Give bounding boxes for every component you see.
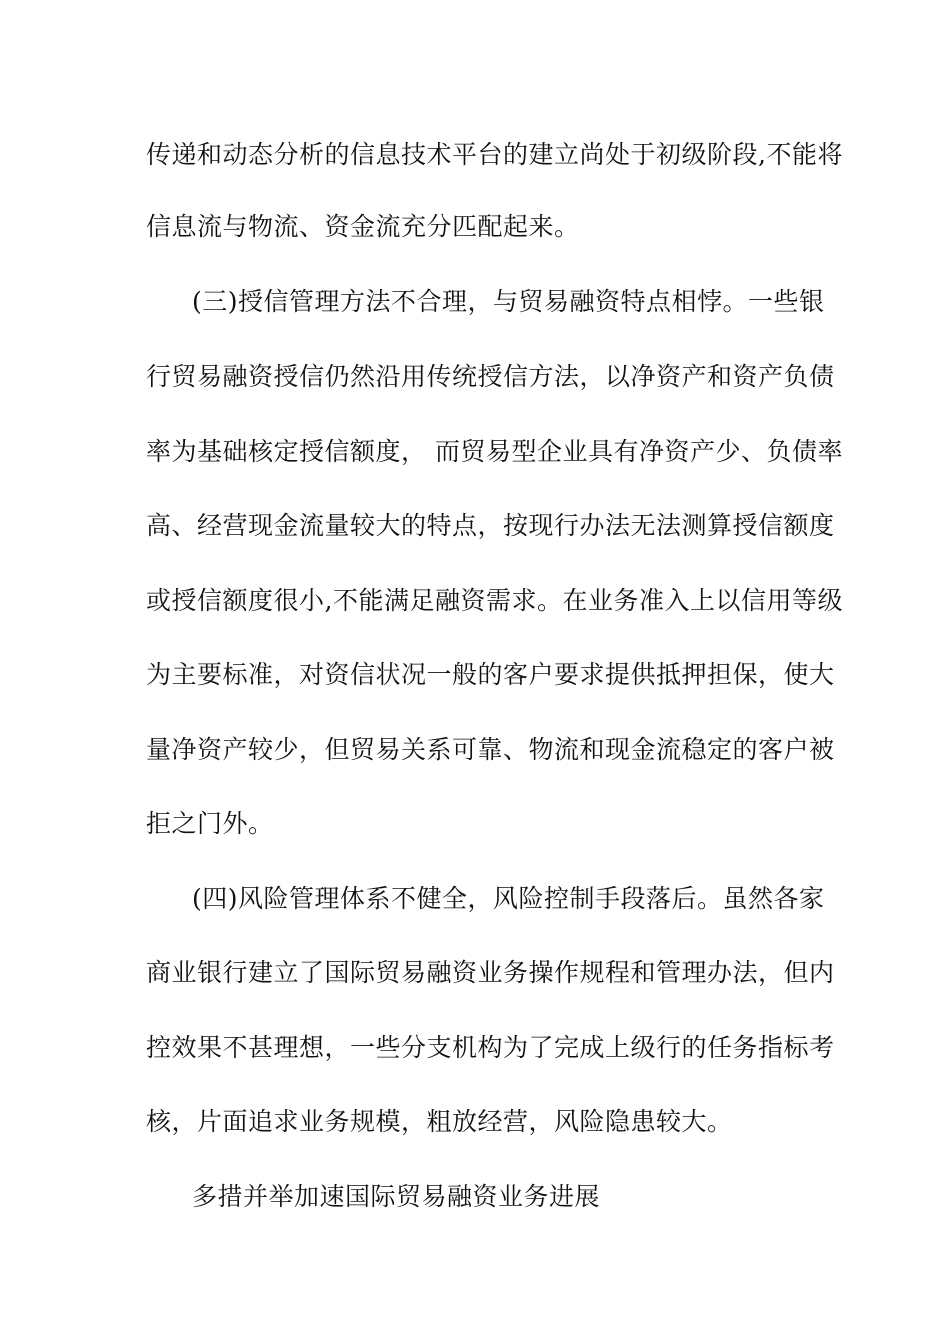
paragraph-line: 或授信额度很小,不能满足融资需求。在业务准入上以信用等级 <box>146 586 843 615</box>
paragraph-line: 量净资产较少，但贸易关系可靠、物流和现金流稳定的客户被 <box>146 735 835 764</box>
paragraph-line: 商业银行建立了国际贸易融资业务操作规程和管理办法，但内 <box>146 958 835 987</box>
paragraph-line: (三)授信管理方法不合理，与贸易融资特点相悖。一些银 <box>192 287 825 316</box>
paragraph-line: 率为基础核定授信额度， 而贸易型企业具有净资产少、负债率 <box>146 437 843 466</box>
paragraph-line: 行贸易融资授信仍然沿用传统授信方法，以净资产和资产负债 <box>146 362 835 391</box>
paragraph-line: 传递和动态分析的信息技术平台的建立尚处于初级阶段,不能将 <box>146 140 843 169</box>
paragraph-line: 核，片面追求业务规模，粗放经营，风险隐患较大。 <box>146 1107 733 1136</box>
paragraph-line: (四)风险管理体系不健全，风险控制手段落后。虽然各家 <box>192 884 825 913</box>
paragraph-line: 控效果不甚理想，一些分支机构为了完成上级行的任务指标考 <box>146 1033 835 1062</box>
paragraph-line: 信息流与物流、资金流充分匹配起来。 <box>146 212 580 241</box>
paragraph-line: 高、经营现金流量较大的特点，按现行办法无法测算授信额度 <box>146 511 835 540</box>
paragraph-line: 为主要标准，对资信状况一般的客户要求提供抵押担保，使大 <box>146 660 835 689</box>
section-heading: 多措并举加速国际贸易融资业务进展 <box>192 1182 601 1211</box>
paragraph-line: 拒之门外。 <box>146 809 274 838</box>
